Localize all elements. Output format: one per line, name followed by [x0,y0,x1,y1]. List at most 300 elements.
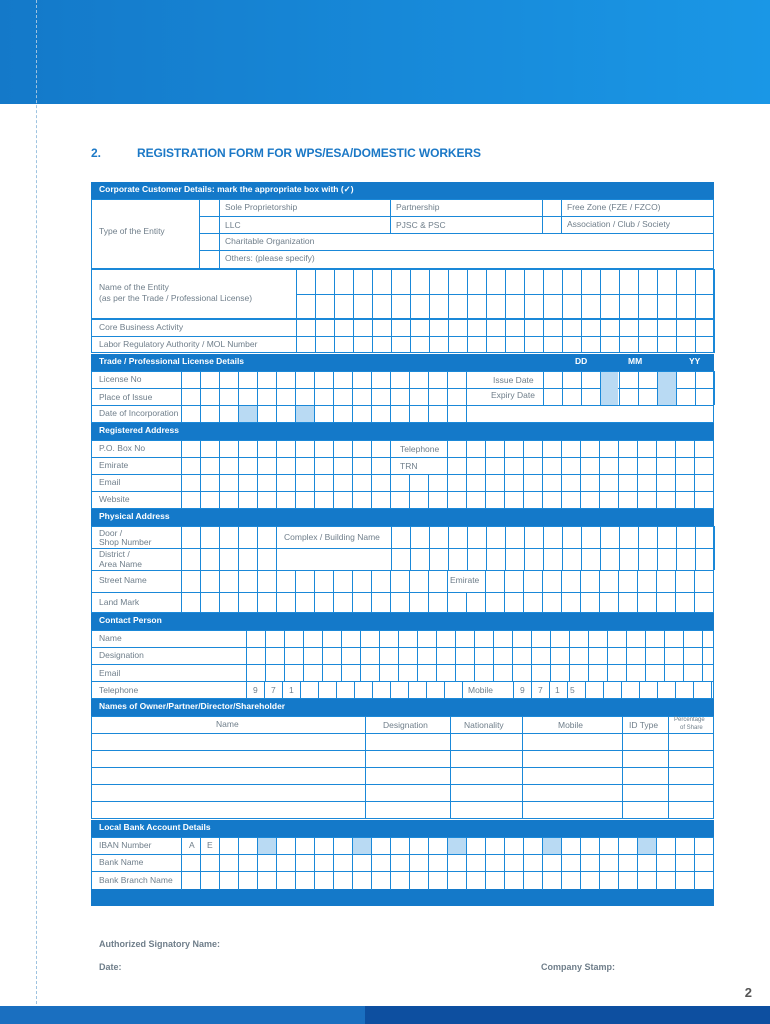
cell-divider [295,405,296,423]
option-llc: LLC [225,220,241,230]
cell-divider [561,570,562,592]
cell-divider [352,440,353,474]
cell-divider [505,269,506,319]
cell-divider [607,630,608,681]
cell-divider [390,837,391,890]
reg-telephone-label: Telephone [400,444,440,454]
bank-header: Local Bank Account Details [99,822,211,832]
license-header: Trade / Professional License Details [99,356,245,366]
iban-label: IBAN Number [99,840,152,850]
cell-divider [448,269,449,319]
cell-divider [561,592,562,613]
cell-divider [276,526,277,570]
bank-name-label: Bank Name [99,857,144,867]
cell-divider [466,405,467,423]
cell-divider [428,570,429,592]
cell-divider [513,681,514,699]
cell-divider [466,474,467,509]
cell-divider [645,630,646,681]
page-title: REGISTRATION FORM FOR WPS/ESA/DOMESTIC WORKERS [137,146,481,160]
footer-bar-left [0,1006,365,1024]
corporate-header: Corporate Customer Details: mark the appropriate box with (✓) [99,184,354,194]
cell-divider [333,592,334,613]
cell-divider [638,526,639,570]
cell-divider [675,570,676,592]
cell-divider [390,440,391,474]
cell-divider [637,570,638,592]
cell-divider [580,837,581,890]
cell-divider [664,630,665,681]
cell-divider [333,371,334,405]
registered-header: Registered Address [99,425,179,435]
cell-divider [410,319,411,353]
cell-divider [618,440,619,474]
cell-divider [295,592,296,613]
contact-email-label: Email [99,668,121,678]
cell-divider [372,319,373,353]
cell-divider [618,474,619,509]
cell-divider [524,526,525,570]
cell-divider [257,526,258,570]
cell-divider [314,837,315,890]
cell-divider [621,681,622,699]
cell-divider [619,269,620,319]
cell-divider [181,592,182,613]
cell-divider [599,570,600,592]
cell-divider [639,681,640,699]
cell-divider [300,681,301,699]
cell-divider [257,570,258,592]
yy-label: YY [689,356,701,366]
owner-nationality-col: Nationality [464,720,504,730]
cell-divider [637,474,638,509]
cell-divider [676,371,677,405]
cell-divider [372,681,373,699]
labor-authority-label: Labor Regulatory Authority / MOL Number [99,339,258,349]
cell-divider [314,440,315,474]
cell-divider [238,570,239,592]
cell-divider [656,474,657,509]
cell-divider [447,837,448,890]
cell-divider [429,319,430,353]
cell-divider [447,474,448,509]
cell-divider [702,630,703,681]
footer-bar-right [365,1006,770,1024]
cell-divider [504,592,505,613]
cell-divider [581,371,582,405]
core-activity-label: Core Business Activity [99,322,184,332]
cell-divider [284,630,285,681]
entity-type-label: Type of the Entity [99,226,165,236]
cell-divider [390,570,391,592]
cell-divider [371,570,372,592]
cell-divider [485,570,486,592]
cell-divider [542,440,543,474]
contact-designation-label: Designation [99,650,144,660]
cell-divider [447,592,448,613]
mob-code-digit: 9 [520,685,525,695]
cell-divider [474,630,475,681]
mob-code-digit: 5 [570,685,575,695]
bank-branch-label: Bank Branch Name [99,875,173,885]
cell-divider [581,526,582,570]
cell-divider [531,681,532,699]
incorporation-label: Date of Incorporation [99,408,179,418]
cell-divider [580,440,581,474]
cell-divider [372,269,373,319]
iban-prefix-e: E [207,840,213,850]
cell-divider [409,371,410,405]
cell-divider [676,526,677,570]
cell-divider [296,269,297,319]
cell-divider [314,592,315,613]
cell-divider [200,440,201,474]
cell-divider [315,319,316,353]
cell-divider [695,371,696,405]
cell-divider [600,526,601,570]
owners-header-bar [91,699,714,716]
bank-footer-bar [91,889,714,906]
tel-code-digit: 9 [253,685,258,695]
cell-divider [428,837,429,890]
cell-divider [714,526,715,570]
cell-divider [333,570,334,592]
cell-divider [276,837,277,890]
cell-divider [599,592,600,613]
cell-divider [181,570,182,592]
license-no-label: License No [99,374,142,384]
cell-divider [561,474,562,509]
cell-divider [618,837,619,890]
mob-code-digit: 7 [538,685,543,695]
cell-divider [676,319,677,353]
cell-divider [200,526,201,570]
owner-mobile-col: Mobile [558,720,584,730]
cell-divider [314,405,315,423]
tel-code-digit: 1 [289,685,294,695]
cell-divider [656,570,657,592]
reg-emirate-label: Emirate [99,460,129,470]
cell-divider [562,319,563,353]
physical-header: Physical Address [99,511,170,521]
tel-code-digit: 7 [271,685,276,695]
cell-divider [334,319,335,353]
cell-divider [360,630,361,681]
cell-divider [295,440,296,474]
cell-divider [467,526,468,570]
cell-divider [371,405,372,423]
cell-divider [238,837,239,890]
cell-divider [562,371,563,405]
cell-divider [336,681,337,699]
cell-divider [371,592,372,613]
cell-divider [626,630,627,681]
cell-divider [657,526,658,570]
cell-divider [637,440,638,474]
cell-divider [276,371,277,405]
cell-divider [524,269,525,319]
cell-divider [550,630,551,681]
cut-line [36,0,37,1024]
cell-divider [466,440,467,474]
cell-divider [713,592,714,613]
cell-divider [390,371,391,405]
cell-divider [333,405,334,423]
contact-header: Contact Person [99,615,162,625]
cell-divider [486,526,487,570]
cell-divider [462,681,463,699]
cell-divider [580,570,581,592]
cell-divider [523,440,524,474]
cell-divider [322,630,323,681]
cell-divider [618,592,619,613]
cell-divider [181,837,182,890]
cell-divider [581,269,582,319]
cell-divider [504,837,505,890]
cell-divider [675,837,676,890]
cell-divider [276,570,277,592]
cell-divider [352,592,353,613]
cell-divider [561,440,562,474]
cell-divider [447,371,448,405]
cell-divider [391,269,392,319]
cell-divider [257,405,258,423]
cell-divider [562,269,563,319]
cell-divider [371,371,372,405]
cell-divider [303,630,304,681]
cell-divider [352,837,353,890]
cell-divider [675,474,676,509]
cell-divider [542,474,543,509]
cell-divider [264,681,265,699]
cell-divider [455,630,456,681]
cell-divider [295,371,296,405]
expiry-date-label: Expiry Date [491,390,535,400]
cell-divider [599,440,600,474]
cell-divider [524,319,525,353]
cell-divider [410,526,411,570]
cell-divider [713,570,714,592]
cell-divider [428,371,429,405]
cell-divider [549,681,550,699]
cell-divider [390,681,391,699]
cell-divider [200,405,201,423]
cell-divider [585,681,586,699]
cell-divider [713,440,714,474]
stamp-label: Company Stamp: [541,962,616,972]
cell-divider [600,371,601,405]
cell-divider [444,681,445,699]
cell-divider [200,371,201,405]
owner-pct-col-sub: of Share [680,725,703,731]
owner-designation-col: Designation [383,720,428,730]
door-label: Door / [99,528,123,538]
cell-divider [238,592,239,613]
cell-divider [600,269,601,319]
cell-divider [505,319,506,353]
cell-divider [580,474,581,509]
registered-header-bar [91,423,714,440]
cell-divider [333,837,334,890]
cell-divider [523,570,524,592]
cell-divider [603,681,604,699]
cell-divider [257,440,258,474]
contact-telephone-label: Telephone [99,685,139,695]
cell-divider [447,405,448,423]
cell-divider [181,526,182,570]
cell-divider [390,592,391,613]
cell-divider [543,269,544,319]
cell-divider [638,371,639,405]
cell-divider [714,319,715,353]
cell-divider [485,440,486,474]
cell-divider [599,837,600,890]
cell-divider [656,592,657,613]
cell-divider [200,474,201,509]
cell-divider [246,681,247,699]
cell-divider [219,570,220,592]
cell-divider [695,526,696,570]
cell-divider [504,440,505,474]
cell-divider [257,474,258,509]
cell-divider [265,630,266,681]
cell-divider [238,371,239,405]
cell-divider [504,570,505,592]
bank-block [91,837,714,890]
cell-divider [314,570,315,592]
owner-pct-col: Percentage [674,717,705,723]
cell-divider [295,570,296,592]
cell-divider [561,837,562,890]
corporate-header-bar [91,182,714,199]
cell-divider [181,440,182,474]
cell-divider [379,630,380,681]
cell-divider [588,630,589,681]
cell-divider [276,474,277,509]
cell-divider [711,681,712,699]
cell-divider [352,570,353,592]
iban-prefix-a: A [189,840,195,850]
owner-name-col: Name [216,719,239,729]
cell-divider [276,440,277,474]
cell-divider [238,405,239,423]
cell-divider [428,592,429,613]
cell-divider [352,474,353,509]
contact-mobile-label: Mobile [468,685,494,695]
po-box-label: P.O. Box No [99,443,146,453]
cell-divider [219,526,220,570]
cell-divider [295,474,296,509]
cell-divider [714,371,715,405]
cell-divider [580,592,581,613]
cell-divider [694,570,695,592]
cell-divider [219,592,220,613]
cell-divider [676,269,677,319]
cell-divider [238,474,239,509]
cell-divider [352,371,353,405]
cell-divider [675,440,676,474]
trn-label: TRN [400,461,418,471]
cell-divider [512,630,513,681]
cell-divider [352,405,353,423]
landmark-label: Land Mark [99,597,140,607]
cell-divider [428,474,429,509]
cell-divider [398,630,399,681]
cell-divider [219,371,220,405]
cell-divider [276,592,277,613]
option-others: Others: (please specify) [225,253,315,263]
cell-divider [409,837,410,890]
cell-divider [354,681,355,699]
cell-divider [257,592,258,613]
cell-divider [466,592,467,613]
cell-divider [657,681,658,699]
cell-divider [638,319,639,353]
cell-divider [410,269,411,319]
cell-divider [567,681,568,699]
sole-checkbox[interactable] [201,201,217,215]
cell-divider [694,474,695,509]
cell-divider [675,681,676,699]
cell-divider [181,371,182,405]
option-association: Association / Club / Society [567,219,670,229]
owner-idtype-col: ID Type [629,720,659,730]
website-label: Website [99,494,130,504]
contact-header-bar [91,613,714,630]
cell-divider [637,837,638,890]
cell-divider [619,319,620,353]
cell-divider [562,526,563,570]
contact-name-label: Name [99,633,122,643]
cell-divider [429,269,430,319]
cell-divider [523,837,524,890]
cell-divider [409,405,410,423]
cell-divider [656,837,657,890]
cell-divider [714,269,715,319]
cell-divider [390,474,391,509]
complex-label: Complex / Building Name [284,532,380,542]
cell-divider [542,592,543,613]
cell-divider [695,319,696,353]
cell-divider [428,405,429,423]
cell-divider [694,440,695,474]
entity-name-label: Name of the Entity [99,282,169,292]
cell-divider [543,371,544,405]
cell-divider [600,319,601,353]
place-issue-label: Place of Issue [99,392,153,402]
cell-divider [619,526,620,570]
cell-divider [333,440,334,474]
cell-divider [466,371,467,405]
cell-divider [543,526,544,570]
mob-code-digit: 1 [555,685,560,695]
cell-divider [200,837,201,890]
shop-number-label: Shop Number [99,537,152,547]
cell-divider [314,474,315,509]
reg-email-label: Email [99,477,121,487]
cell-divider [219,474,220,509]
phys-emirate-label: Emirate [450,575,480,585]
cell-divider [504,474,505,509]
cell-divider [391,319,392,353]
cell-divider [505,526,506,570]
cell-divider [219,405,220,423]
cell-divider [466,837,467,890]
cell-divider [426,681,427,699]
cell-divider [657,371,658,405]
mm-label: MM [628,356,643,366]
cell-divider [353,319,354,353]
